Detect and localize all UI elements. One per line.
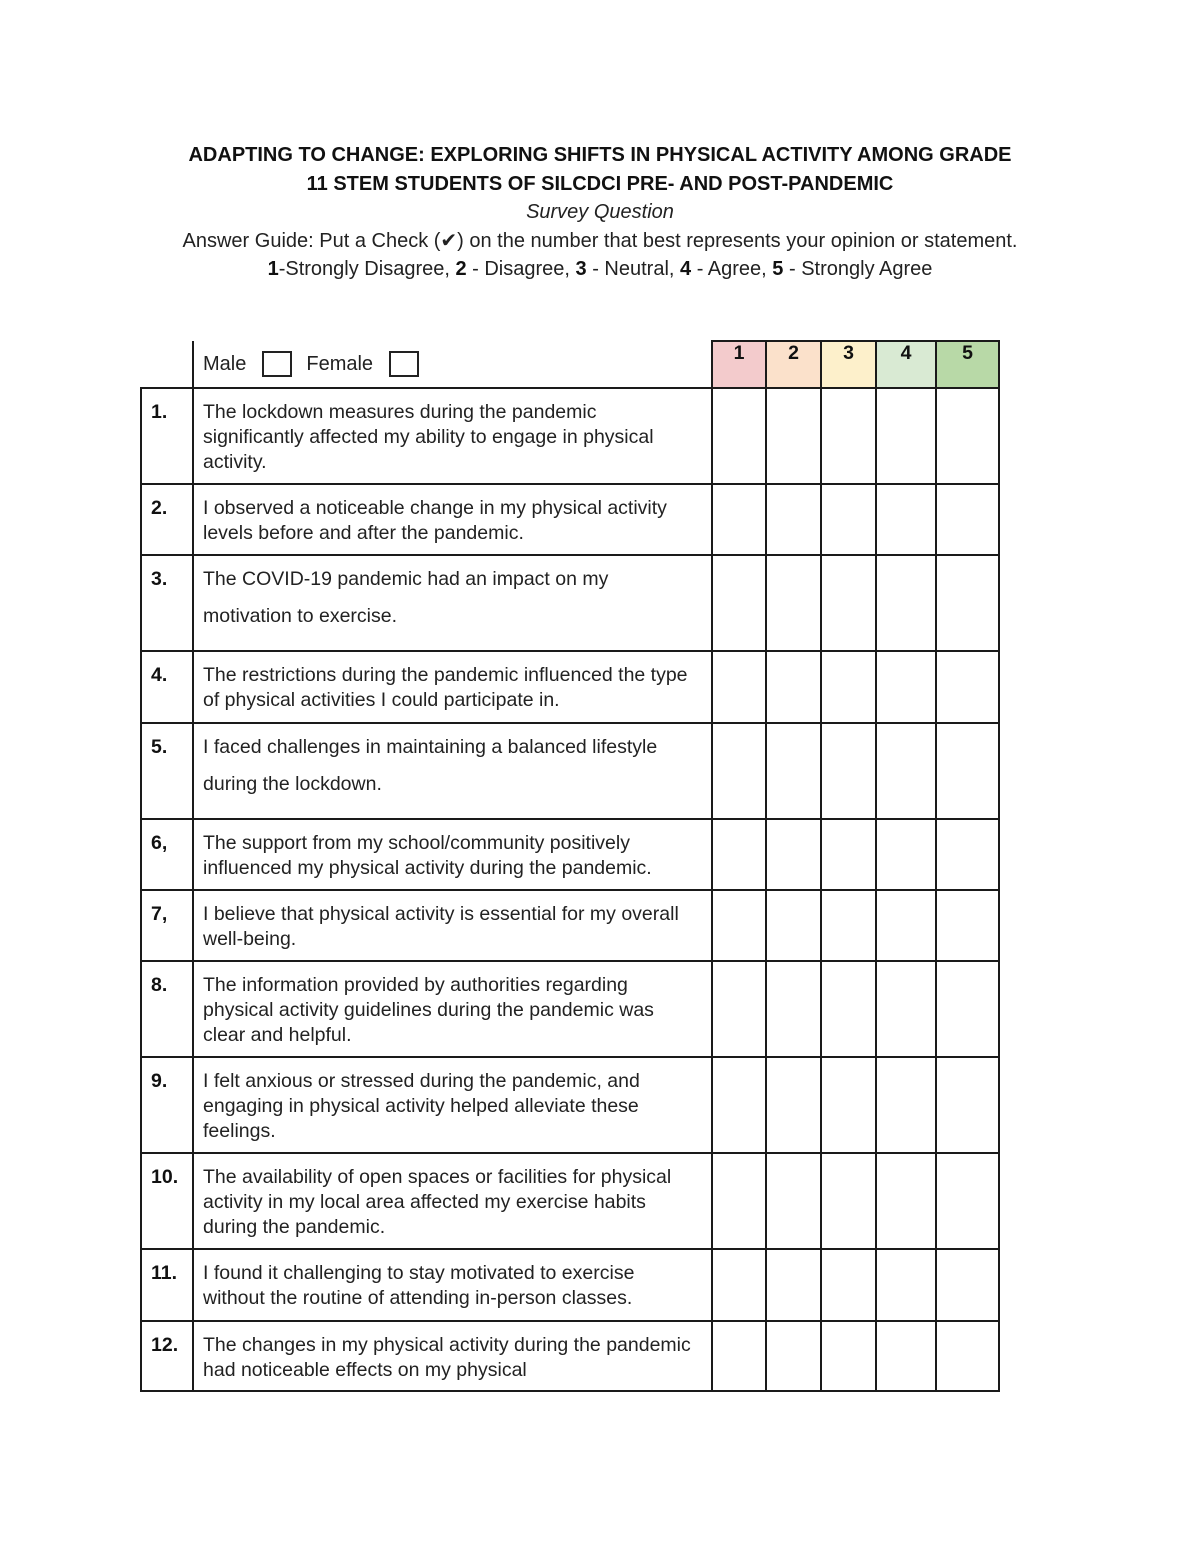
answer-cell-3[interactable] (821, 555, 876, 651)
male-label: Male (203, 352, 247, 375)
answer-cell-4[interactable] (876, 555, 936, 651)
question-text: The information provided by authorities regarding physical activity guidelines during the pandemic was clear and helpful. (193, 961, 712, 1057)
question-text: I felt anxious or stressed during the pandemic, and engaging in physical activity helped alleviate these feelings. (193, 1057, 712, 1153)
answer-cell-2[interactable] (766, 484, 821, 555)
answer-cell-1[interactable] (712, 1057, 766, 1153)
question-number: 9. (141, 1057, 193, 1153)
question-text: I found it challenging to stay motivated to exercise without the routine of attending in-person classes. (193, 1249, 712, 1321)
answer-cell-4[interactable] (876, 961, 936, 1057)
answer-cell-2[interactable] (766, 1249, 821, 1321)
answer-cell-2[interactable] (766, 819, 821, 890)
answer-cell-2[interactable] (766, 890, 821, 961)
header-blank-cell (141, 341, 193, 388)
question-number: 4. (141, 651, 193, 723)
table-row (141, 961, 999, 1057)
answer-cell-5[interactable] (936, 1057, 999, 1153)
title-line-2: 11 STEM STUDENTS OF SILCDCI PRE- AND POST-PANDEMIC (306, 173, 894, 195)
answer-cell-4[interactable] (876, 723, 936, 819)
gender-cell (193, 341, 712, 388)
answer-cell-3[interactable] (821, 1321, 876, 1391)
answer-cell-1[interactable] (712, 723, 766, 819)
scale-header-3: 3 (821, 341, 876, 388)
answer-cell-5[interactable] (936, 484, 999, 555)
answer-cell-3[interactable] (821, 890, 876, 961)
answer-cell-5[interactable] (936, 819, 999, 890)
answer-cell-3[interactable] (821, 1153, 876, 1249)
scale-legend-label-3: - Neutral, (586, 258, 681, 280)
answer-cell-3[interactable] (821, 484, 876, 555)
question-text: The lockdown measures during the pandemic significantly affected my ability to engage in physical activity. (193, 388, 712, 484)
answer-cell-4[interactable] (876, 1249, 936, 1321)
scale-header-4: 4 (876, 341, 936, 388)
answer-cell-4[interactable] (876, 651, 936, 723)
document-title (0, 141, 1200, 199)
answer-cell-1[interactable] (712, 890, 766, 961)
scale-legend-label-5: - Strongly Agree (783, 258, 933, 280)
answer-cell-1[interactable] (712, 651, 766, 723)
answer-cell-2[interactable] (766, 1153, 821, 1249)
answer-cell-5[interactable] (936, 723, 999, 819)
scale-legend-num-2: 2 (455, 258, 467, 280)
answer-cell-4[interactable] (876, 1153, 936, 1249)
subtitle: Survey Question (526, 201, 674, 223)
table-row (141, 890, 999, 961)
scale-legend-num-4: 4 (680, 258, 692, 280)
answer-cell-2[interactable] (766, 961, 821, 1057)
survey-table (140, 340, 1000, 1392)
answer-cell-1[interactable] (712, 1153, 766, 1249)
answer-cell-5[interactable] (936, 961, 999, 1057)
answer-cell-5[interactable] (936, 1249, 999, 1321)
answer-cell-1[interactable] (712, 1321, 766, 1391)
answer-cell-2[interactable] (766, 388, 821, 484)
answer-cell-4[interactable] (876, 890, 936, 961)
table-row (141, 555, 999, 651)
answer-cell-3[interactable] (821, 388, 876, 484)
scale-legend-num-5: 5 (772, 258, 784, 280)
scale-legend-label-2: - Disagree, (466, 258, 576, 280)
scale-legend-num-3: 3 (575, 258, 587, 280)
table-row (141, 651, 999, 723)
answer-cell-3[interactable] (821, 651, 876, 723)
question-text: The restrictions during the pandemic influenced the type of physical activities I could participate in. (193, 651, 712, 723)
answer-cell-2[interactable] (766, 555, 821, 651)
answer-cell-1[interactable] (712, 819, 766, 890)
answer-cell-1[interactable] (712, 961, 766, 1057)
answer-cell-5[interactable] (936, 651, 999, 723)
answer-cell-1[interactable] (712, 555, 766, 651)
answer-cell-4[interactable] (876, 819, 936, 890)
answer-cell-4[interactable] (876, 484, 936, 555)
answer-cell-1[interactable] (712, 388, 766, 484)
question-text: I faced challenges in maintaining a balanced lifestyle during the lockdown. (193, 723, 712, 819)
answer-cell-3[interactable] (821, 961, 876, 1057)
scale-legend-label-4: - Agree, (691, 258, 773, 280)
question-text: The support from my school/community positively influenced my physical activity during the pandemic. (193, 819, 712, 890)
female-checkbox[interactable] (389, 351, 419, 377)
answer-cell-5[interactable] (936, 1321, 999, 1391)
table-row (141, 1321, 999, 1391)
question-number: 10. (141, 1153, 193, 1249)
question-text: The changes in my physical activity during the pandemic had noticeable effects on my physical (193, 1321, 712, 1391)
answer-cell-2[interactable] (766, 1057, 821, 1153)
answer-guide: Answer Guide: Put a Check (✔) on the number that best represents your opinion or statement. (182, 230, 1018, 252)
question-text: I believe that physical activity is essential for my overall well-being. (193, 890, 712, 961)
question-number: 6, (141, 819, 193, 890)
answer-cell-3[interactable] (821, 723, 876, 819)
answer-cell-2[interactable] (766, 723, 821, 819)
answer-cell-4[interactable] (876, 1321, 936, 1391)
answer-cell-5[interactable] (936, 555, 999, 651)
table-row (141, 1057, 999, 1153)
question-number: 2. (141, 484, 193, 555)
table-row (141, 1249, 999, 1321)
title-line-1: ADAPTING TO CHANGE: EXPLORING SHIFTS IN PHYSICAL ACTIVITY AMONG GRADE (188, 144, 1012, 166)
table-row (141, 1153, 999, 1249)
answer-cell-1[interactable] (712, 484, 766, 555)
table-row (141, 484, 999, 555)
answer-cell-2[interactable] (766, 651, 821, 723)
answer-cell-4[interactable] (876, 388, 936, 484)
answer-cell-2[interactable] (766, 1321, 821, 1391)
question-number: 12. (141, 1321, 193, 1391)
answer-cell-4[interactable] (876, 1057, 936, 1153)
answer-cell-5[interactable] (936, 388, 999, 484)
answer-cell-3[interactable] (821, 1249, 876, 1321)
scale-header-5: 5 (936, 341, 999, 388)
question-number: 3. (141, 555, 193, 651)
answer-cell-5[interactable] (936, 1153, 999, 1249)
scale-legend-label-1: -Strongly Disagree, (278, 258, 456, 280)
question-text: The availability of open spaces or facilities for physical activity in my local area affected my exercise habits during the pandemic. (193, 1153, 712, 1249)
table-row (141, 388, 999, 484)
question-text: I observed a noticeable change in my physical activity levels before and after the pandemic. (193, 484, 712, 555)
scale-header-2: 2 (766, 341, 821, 388)
scale-legend (0, 255, 1200, 283)
table-row (141, 723, 999, 819)
table-row (141, 819, 999, 890)
answer-cell-5[interactable] (936, 890, 999, 961)
male-checkbox[interactable] (262, 351, 292, 377)
question-number: 7, (141, 890, 193, 961)
scale-header-1: 1 (712, 341, 766, 388)
female-label: Female (306, 352, 374, 375)
question-number: 11. (141, 1249, 193, 1321)
answer-cell-3[interactable] (821, 819, 876, 890)
question-text: The COVID-19 pandemic had an impact on my motivation to exercise. (193, 555, 712, 651)
table-header-row (141, 341, 999, 388)
answer-cell-1[interactable] (712, 1249, 766, 1321)
question-number: 8. (141, 961, 193, 1057)
question-number: 5. (141, 723, 193, 819)
question-number: 1. (141, 388, 193, 484)
answer-cell-3[interactable] (821, 1057, 876, 1153)
scale-legend-num-1: 1 (267, 258, 279, 280)
